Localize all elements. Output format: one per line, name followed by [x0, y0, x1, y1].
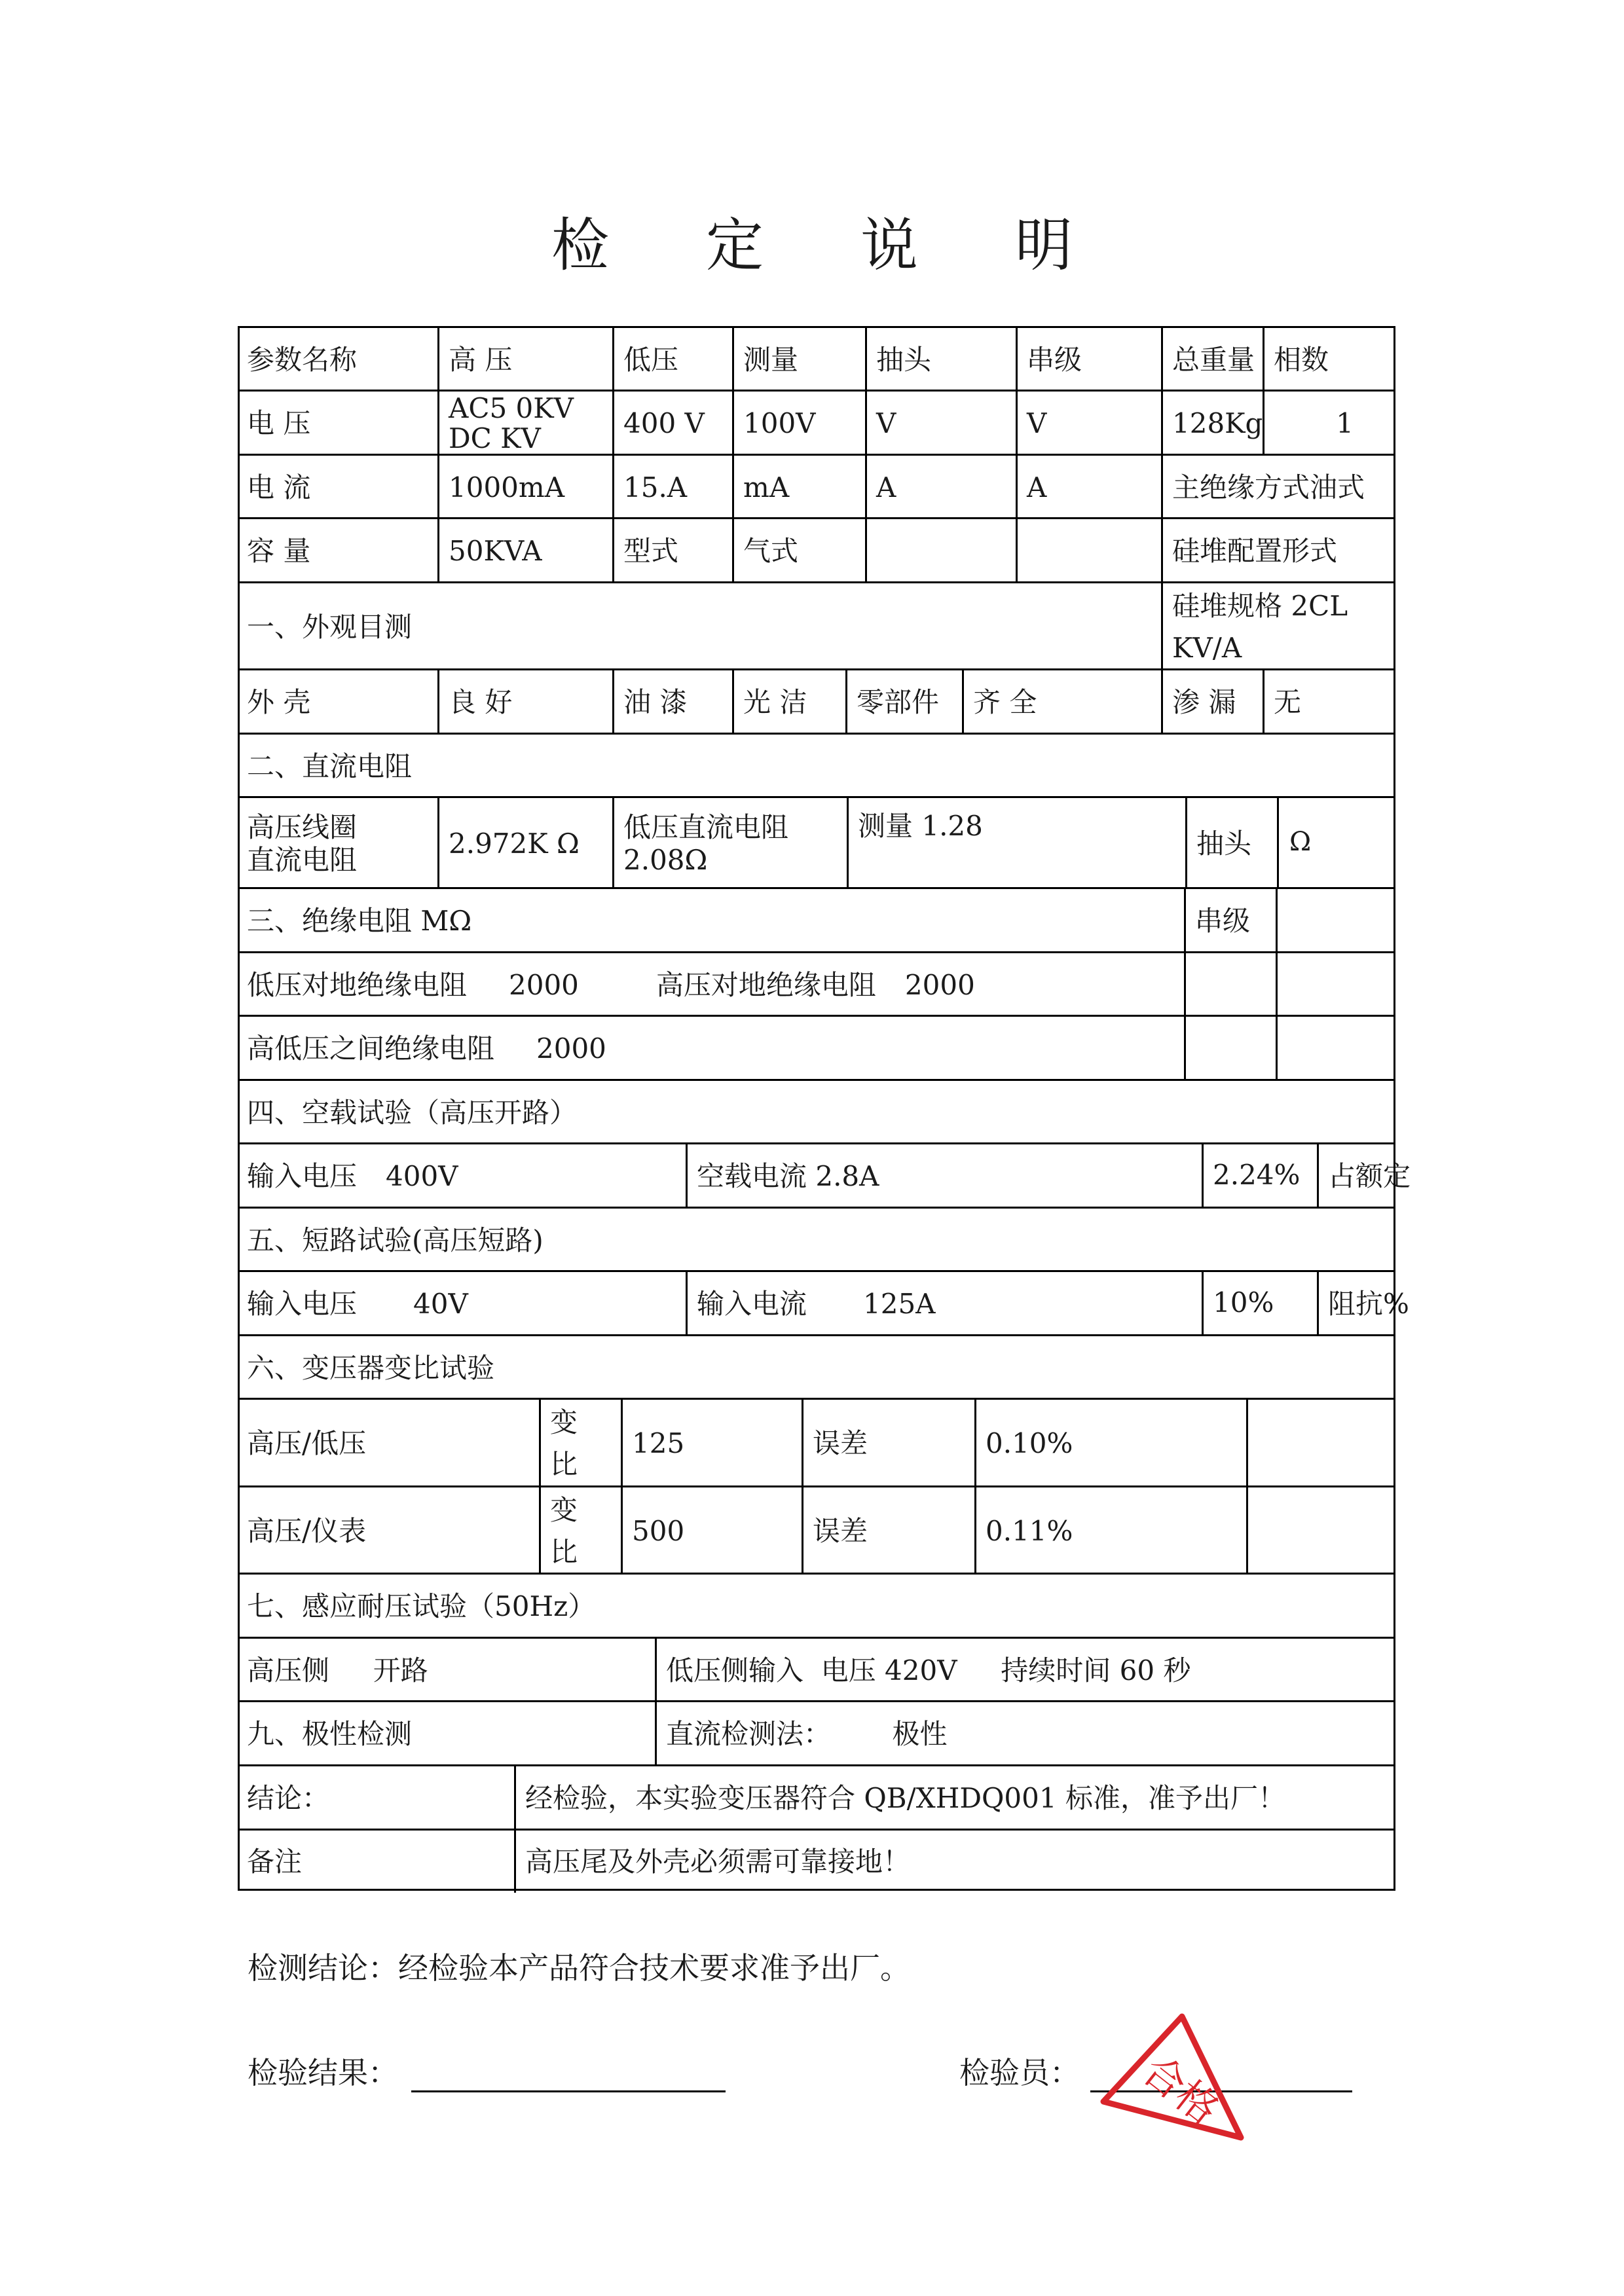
impedance-cell — [1202, 1270, 1395, 1334]
voltage-hv-value — [437, 392, 612, 456]
type-label: 型式 — [612, 519, 732, 583]
header-measure: 测量 — [732, 328, 865, 392]
ratio-char-top: 变 — [550, 1493, 578, 1526]
capacity-empty-2 — [1016, 519, 1161, 583]
capacity-value: 50KVA — [437, 519, 612, 583]
remark-row — [238, 1829, 1395, 1893]
ratio-title-row — [238, 1334, 1395, 1400]
hv-lv-value: 2000 — [536, 1032, 606, 1065]
insulation-between-extra-2 — [1276, 1017, 1395, 1081]
ratio-row-2-ratio: 500 — [621, 1487, 802, 1575]
voltage-lv-value: 400 V — [612, 392, 732, 456]
sc-voltage-label: 输入电压 — [247, 1288, 358, 1320]
impedance-text: 10% — [1213, 1286, 1274, 1319]
lv-dc-resistance — [612, 798, 847, 889]
conclusion-label: 结论： — [247, 1782, 330, 1814]
hv-coil-label — [238, 798, 437, 889]
no-load-input-value: 400V — [386, 1160, 458, 1192]
polarity-title: 九、极性检测 — [247, 1718, 413, 1750]
insulation-series-label: 串级 — [1184, 889, 1276, 953]
short-circuit-title-row — [238, 1207, 1395, 1272]
no-load-title-row — [238, 1079, 1395, 1144]
voltage-tap-value: V — [865, 392, 1016, 456]
voltage-hv-ac: AC5 0KV — [449, 392, 574, 424]
lv-dc-resistance-value: 2.08Ω — [623, 843, 708, 876]
visual-section-title: 一、外观目测 — [247, 610, 413, 643]
ratio-row-1-char — [539, 1400, 621, 1487]
insulation-between-row — [238, 1015, 1395, 1081]
induced-row — [238, 1637, 1395, 1702]
polarity-row — [238, 1700, 1395, 1766]
hv-ground-label: 高压对地绝缘电阻 — [655, 968, 876, 1001]
ratio-row-2 — [238, 1485, 1395, 1575]
parts-value: 齐 全 — [962, 670, 1161, 735]
header-high-voltage: 高 压 — [437, 328, 612, 392]
dc-tap-text: 抽头 — [1196, 827, 1252, 860]
conclusion-row — [238, 1764, 1395, 1831]
leak-label: 渗 漏 — [1161, 670, 1263, 735]
voltage-series-value: V — [1016, 392, 1161, 456]
header-param-name: 参数名称 — [247, 343, 358, 376]
insulation-between-values — [238, 1017, 1184, 1081]
result-label: 检验结果： — [248, 2055, 398, 2090]
result-signature-line[interactable] — [411, 2090, 726, 2092]
current-lv-value: 15.A — [612, 456, 732, 519]
dc-measure-value: 测量 1.28 — [847, 798, 1423, 889]
ratio-row-2-error-label: 误差 — [802, 1487, 974, 1575]
ratio-row-1-ratio: 125 — [621, 1400, 802, 1487]
induced-title-row — [238, 1573, 1395, 1639]
capacity-empty-1 — [865, 519, 1016, 583]
voltage-hv-dc: DC KV — [449, 422, 541, 454]
hv-coil-label-line1: 高压线圈 — [247, 811, 358, 843]
insulation-title: 三、绝缘电阻 MΩ — [247, 905, 472, 937]
insulation-ground-extra-2 — [1276, 953, 1395, 1017]
parts-label: 零部件 — [845, 670, 962, 735]
paint-value: 光 洁 — [732, 670, 845, 735]
induced-hv-side: 高压侧 开路 — [247, 1654, 428, 1686]
impedance-label: 阻抗% — [1317, 1272, 1439, 1336]
capacity-label: 容 量 — [247, 535, 311, 567]
remark-label: 备注 — [247, 1845, 303, 1878]
stamp-text: 合格 — [1134, 2046, 1228, 2134]
short-circuit-input-voltage — [238, 1272, 686, 1336]
insulation-series-value — [1276, 889, 1395, 953]
induced-lv-side: 低压侧输入 电压 420V 持续时间 60 秒 — [655, 1639, 1395, 1702]
ratio-char-bottom: 比 — [550, 1448, 578, 1480]
induced-title: 七、感应耐压试验（50Hz） — [247, 1590, 596, 1622]
leak-value: 无 — [1263, 670, 1395, 735]
current-series-value: A — [1016, 456, 1161, 519]
current-label: 电 流 — [247, 471, 311, 503]
dc-resistance-title: 二、直流电阻 — [247, 750, 413, 782]
capacity-row — [238, 517, 1395, 583]
header-phases: 相数 — [1263, 328, 1395, 392]
type-value: 气式 — [732, 519, 865, 583]
phases-value: 1 — [1263, 392, 1395, 456]
ratio-row-2-error-value: 0.11% — [974, 1487, 1246, 1575]
current-hv-value: 1000mA — [437, 456, 612, 519]
conclusion-value: 经检验，本实验变压器符合 QB/XHDQ001 标准，准予出厂！ — [514, 1766, 1395, 1831]
ratio-row-1-label: 高压/低压 — [247, 1427, 367, 1459]
table-header-row — [238, 326, 1395, 392]
dc-tap-cell — [1185, 796, 1277, 887]
header-tap: 抽头 — [865, 328, 1016, 392]
voltage-row — [238, 390, 1395, 456]
ratio-row-1-error-value: 0.10% — [974, 1400, 1246, 1487]
ratio-row-2-empty — [1246, 1487, 1395, 1575]
qualified-stamp — [1090, 2010, 1287, 2141]
short-circuit-title: 五、短路试验(高压短路) — [247, 1224, 544, 1256]
insulation-ground-values — [238, 953, 1184, 1017]
hv-dc-resistance-value: 2.972K Ω — [437, 798, 612, 889]
lv-ground-value: 2000 — [509, 968, 579, 1001]
header-series: 串级 — [1016, 328, 1161, 392]
dc-unit-cell — [1277, 796, 1395, 887]
ratio-row-1 — [238, 1398, 1395, 1487]
ratio-row-1-empty — [1246, 1400, 1395, 1487]
dc-resistance-title-row — [238, 733, 1395, 798]
insulation-method: 主绝缘方式油式 — [1161, 456, 1395, 519]
header-total-weight: 总重量 — [1161, 328, 1263, 392]
shell-label: 外 壳 — [247, 686, 311, 718]
ratio-row-2-label: 高压/仪表 — [247, 1514, 367, 1547]
no-load-current: 空载电流 2.8A — [686, 1144, 1317, 1209]
current-row — [238, 454, 1395, 519]
no-load-title: 四、空载试验（高压开路） — [247, 1096, 578, 1129]
inspector-label: 检验员： — [959, 2055, 1080, 2090]
no-load-ratio-label: 占额定 — [1317, 1144, 1439, 1209]
visual-items-row — [238, 668, 1395, 735]
visual-title-row — [238, 581, 1395, 670]
ratio-test-title: 六、变压器变比试验 — [247, 1351, 495, 1384]
hv-lv-label: 高低压之间绝缘电阻 — [247, 1032, 495, 1065]
hv-coil-label-line2: 直流电阻 — [247, 843, 358, 876]
shell-value: 良 好 — [437, 670, 612, 735]
sc-current-label: 输入电流 — [697, 1288, 807, 1320]
voltage-measure-value: 100V — [732, 392, 865, 456]
document-title: 检 定 说 明 — [551, 211, 1112, 279]
hv-ground-value: 2000 — [904, 968, 975, 1001]
insulation-ground-extra-1 — [1184, 953, 1276, 1017]
insulation-title-row — [238, 887, 1395, 953]
insulation-ground-row — [238, 951, 1395, 1017]
header-low-voltage: 低压 — [612, 328, 732, 392]
weight-value: 128Kg — [1161, 392, 1263, 456]
ratio-row-2-char — [539, 1487, 621, 1575]
current-tap-value: A — [865, 456, 1016, 519]
lv-ground-label: 低压对地绝缘电阻 — [247, 968, 468, 1001]
ratio-char-bottom: 比 — [550, 1535, 578, 1568]
remark-value: 高压尾及外壳必须需可靠接地！ — [514, 1831, 1395, 1893]
current-measure-value: mA — [732, 456, 865, 519]
paint-label: 油 漆 — [612, 670, 732, 735]
ohm-unit: Ω — [1289, 826, 1312, 857]
sc-current-value: 125A — [863, 1288, 936, 1320]
no-load-input-label: 输入电压 — [247, 1160, 358, 1192]
voltage-label: 电 压 — [247, 407, 311, 439]
insulation-between-extra-1 — [1184, 1017, 1276, 1081]
ratio-char-top: 变 — [550, 1406, 578, 1438]
ratio-row-1-error-label: 误差 — [802, 1400, 974, 1487]
test-conclusion: 检测结论：经检验本产品符合技术要求准予出厂。 — [248, 1950, 910, 1986]
no-load-ratio-text: 2.24% — [1213, 1158, 1301, 1191]
polarity-method: 直流检测法： 极性 — [655, 1702, 1395, 1766]
sc-voltage-value: 40V — [413, 1288, 468, 1320]
no-load-input — [238, 1144, 686, 1209]
stack-config-label: 硅堆配置形式 — [1161, 519, 1395, 583]
stack-spec: 硅堆规格 2CL KV/A — [1161, 583, 1395, 670]
lv-dc-resistance-label: 低压直流电阻 — [623, 811, 789, 843]
no-load-ratio-cell — [1202, 1142, 1395, 1207]
